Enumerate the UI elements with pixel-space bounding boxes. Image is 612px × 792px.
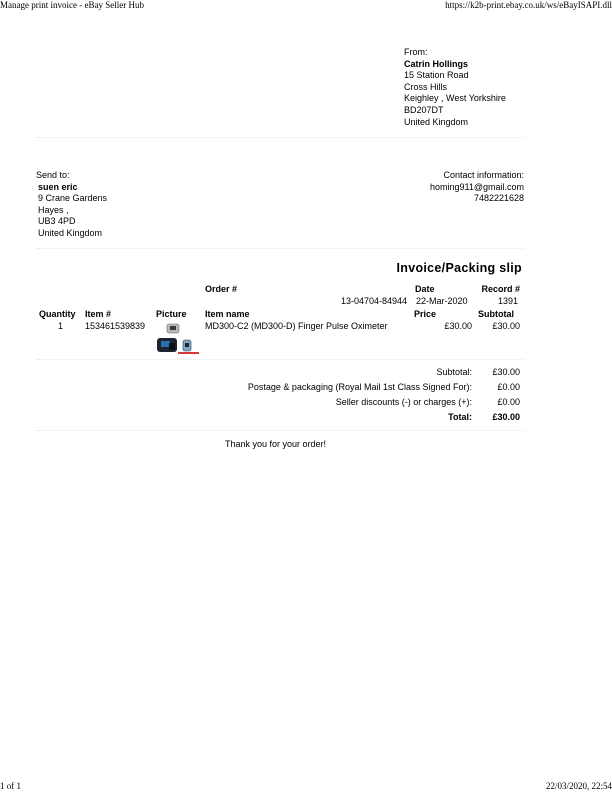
divider — [36, 359, 524, 360]
subtotal-value: £30.00 — [492, 367, 520, 377]
col-header-item-number: Item # — [85, 309, 112, 319]
divider — [36, 430, 524, 431]
print-footer-datetime: 22/03/2020, 22:54 — [545, 781, 612, 791]
send-to-address-line-4: United Kingdom — [38, 227, 103, 238]
contact-email: homing911@gmail.com — [429, 181, 524, 192]
col-header-quantity: Quantity — [39, 309, 76, 319]
discount-value: £0.00 — [497, 397, 520, 407]
thank-you-message: Thank you for your order! — [225, 439, 327, 449]
from-address-line-3: Keighley , West Yorkshire — [404, 93, 506, 104]
print-footer-page: 1 of 1 — [0, 781, 21, 791]
row-subtotal: £30.00 — [492, 321, 520, 331]
discount-label: Seller discounts (-) or charges (+): — [335, 397, 472, 407]
send-to-address-line-3: UB3 4PD — [38, 216, 76, 227]
row-quantity: 1 — [58, 321, 64, 331]
col-header-picture: Picture — [156, 309, 187, 319]
divider — [36, 137, 524, 138]
col-header-price: Price — [414, 309, 437, 319]
from-address-line-5: United Kingdom — [404, 116, 469, 127]
col-header-subtotal: Subtotal — [478, 309, 514, 319]
from-address-line-1: 15 Station Road — [404, 70, 469, 81]
postage-label: Postage & packaging (Royal Mail 1st Class Signed For): — [247, 382, 472, 392]
invoice-title: Invoice/Packing slip — [396, 261, 522, 275]
from-address-line-2: Cross Hills — [404, 81, 448, 92]
record-value: 1391 — [497, 296, 518, 306]
from-address-line-4: BD207DT — [404, 104, 444, 115]
print-header-title: Manage print invoice - eBay Seller Hub — [0, 0, 144, 10]
send-to-address-line-1: 9 Crane Gardens — [38, 193, 108, 204]
postage-value: £0.00 — [497, 382, 520, 392]
contact-heading: Contact information: — [443, 170, 524, 180]
product-thumbnail-image — [154, 321, 202, 359]
send-to-address-line-2: Hayes , — [38, 204, 69, 215]
contact-phone: 7482221628 — [473, 193, 524, 204]
from-block — [404, 47, 506, 128]
send-to-name: suen eric — [38, 181, 78, 192]
date-label: Date — [415, 284, 435, 294]
total-value: £30.00 — [492, 412, 520, 422]
from-heading: From: — [404, 47, 428, 57]
row-price: £30.00 — [444, 321, 472, 331]
from-name: Catrin Hollings — [404, 58, 469, 69]
total-label: Total: — [448, 412, 472, 422]
send-to-heading: Send to: — [36, 170, 70, 180]
row-item-number: 153461539839 — [85, 321, 146, 331]
col-header-item-name: Item name — [205, 309, 250, 319]
divider — [36, 248, 524, 249]
order-date-value: 22-Mar-2020 — [416, 296, 468, 306]
contact-block — [430, 170, 524, 205]
order-number-value: 13-04704-84944 — [340, 296, 407, 306]
record-label: Record # — [481, 284, 520, 294]
row-item-name: MD300-C2 (MD300-D) Finger Pulse Oximeter — [205, 321, 388, 331]
order-number-label: Order # — [205, 284, 238, 294]
send-to-block — [36, 170, 107, 240]
print-header-url: https://k2b-print.ebay.co.uk/ws/eBayISAPI.dll — [445, 0, 612, 10]
subtotal-label: Subtotal: — [436, 367, 472, 377]
